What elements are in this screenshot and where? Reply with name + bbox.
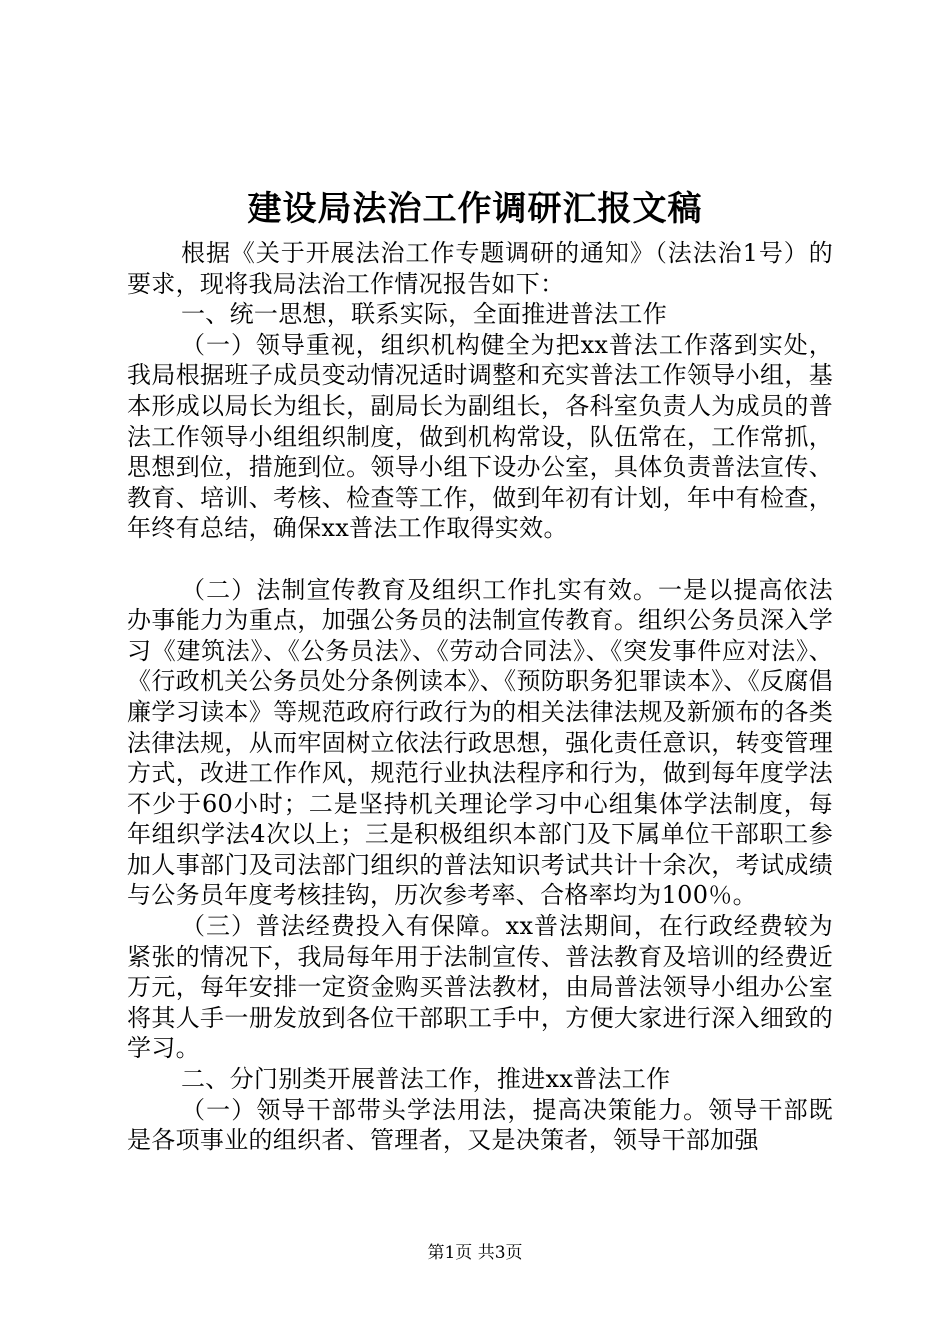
document-body	[127, 238, 833, 1156]
paragraph-2-1: （一）领导干部带头学法用法，提高决策能力。领导干部既是各项事业的组织者、管理者，又是决策者，领导干部加强	[127, 1095, 833, 1155]
paragraph-1-3: （三）普法经费投入有保障。xx普法期间，在行政经费较为紧张的情况下，我局每年用于法制宣传、普法教育及培训的经费近万元，每年安排一定资金购买普法教材，由局普法领导小组办公室将其人手一册发放到各位干部职工手中，方便大家进行深入细致的学习。	[127, 912, 833, 1063]
section-heading-1: 一、统一思想，联系实际，全面推进普法工作	[181, 300, 667, 329]
paragraph-intro: 根据《关于开展法治工作专题调研的通知》（法法治1号）的要求，现将我局法治工作情况报告如下：	[127, 239, 833, 298]
paragraph-gap	[127, 544, 833, 575]
document-title: 建设局法治工作调研汇报文稿	[247, 189, 703, 229]
section-heading-2: 二、分门别类开展普法工作，推进xx普法工作	[181, 1065, 671, 1094]
paragraph-1-2: （二）法制宣传教育及组织工作扎实有效。一是以提高依法办事能力为重点，加强公务员的法制宣传教育。组织公务员深入学习《建筑法》、《公务员法》、《劳动合同法》、《突发事件应对法》、《行政机关公务员处分条例读本》、《预防职务犯罪读本》、《反腐倡廉学习读本》等规范政府行政行为的相关法律法规及新颁布的各类法律法规，从而牢固树立依法行政思想，强化责任意识，转变管理方式，改进工作作风，规范行业执法程序和行为，做到每年度学法不少于60小时；二是坚持机关理论学习中心组集体学法制度，每年组织学法4次以上；三是积极组织本部门及下属单位干部职工参加人事部门及司法部门组织的普法知识考试共计十余次，考试成绩与公务员年度考核挂钩，历次参考率、合格率均为100％。	[127, 575, 833, 910]
page-footer: 第1页 共3页	[427, 1243, 523, 1263]
paragraph-1-1: （一）领导重视，组织机构健全为把xx普法工作落到实处，我局根据班子成员变动情况适时调整和充实普法工作领导小组，基本形成以局长为组长，副局长为副组长，各科室负责人为成员的普法工作领导小组组织制度，做到机构常设，队伍常在，工作常抓，思想到位，措施到位。领导小组下设办公室，具体负责普法宣传、教育、培训、考核、检查等工作，做到年初有计划，年中有检查，年终有总结，确保xx普法工作取得实效。	[127, 330, 833, 543]
